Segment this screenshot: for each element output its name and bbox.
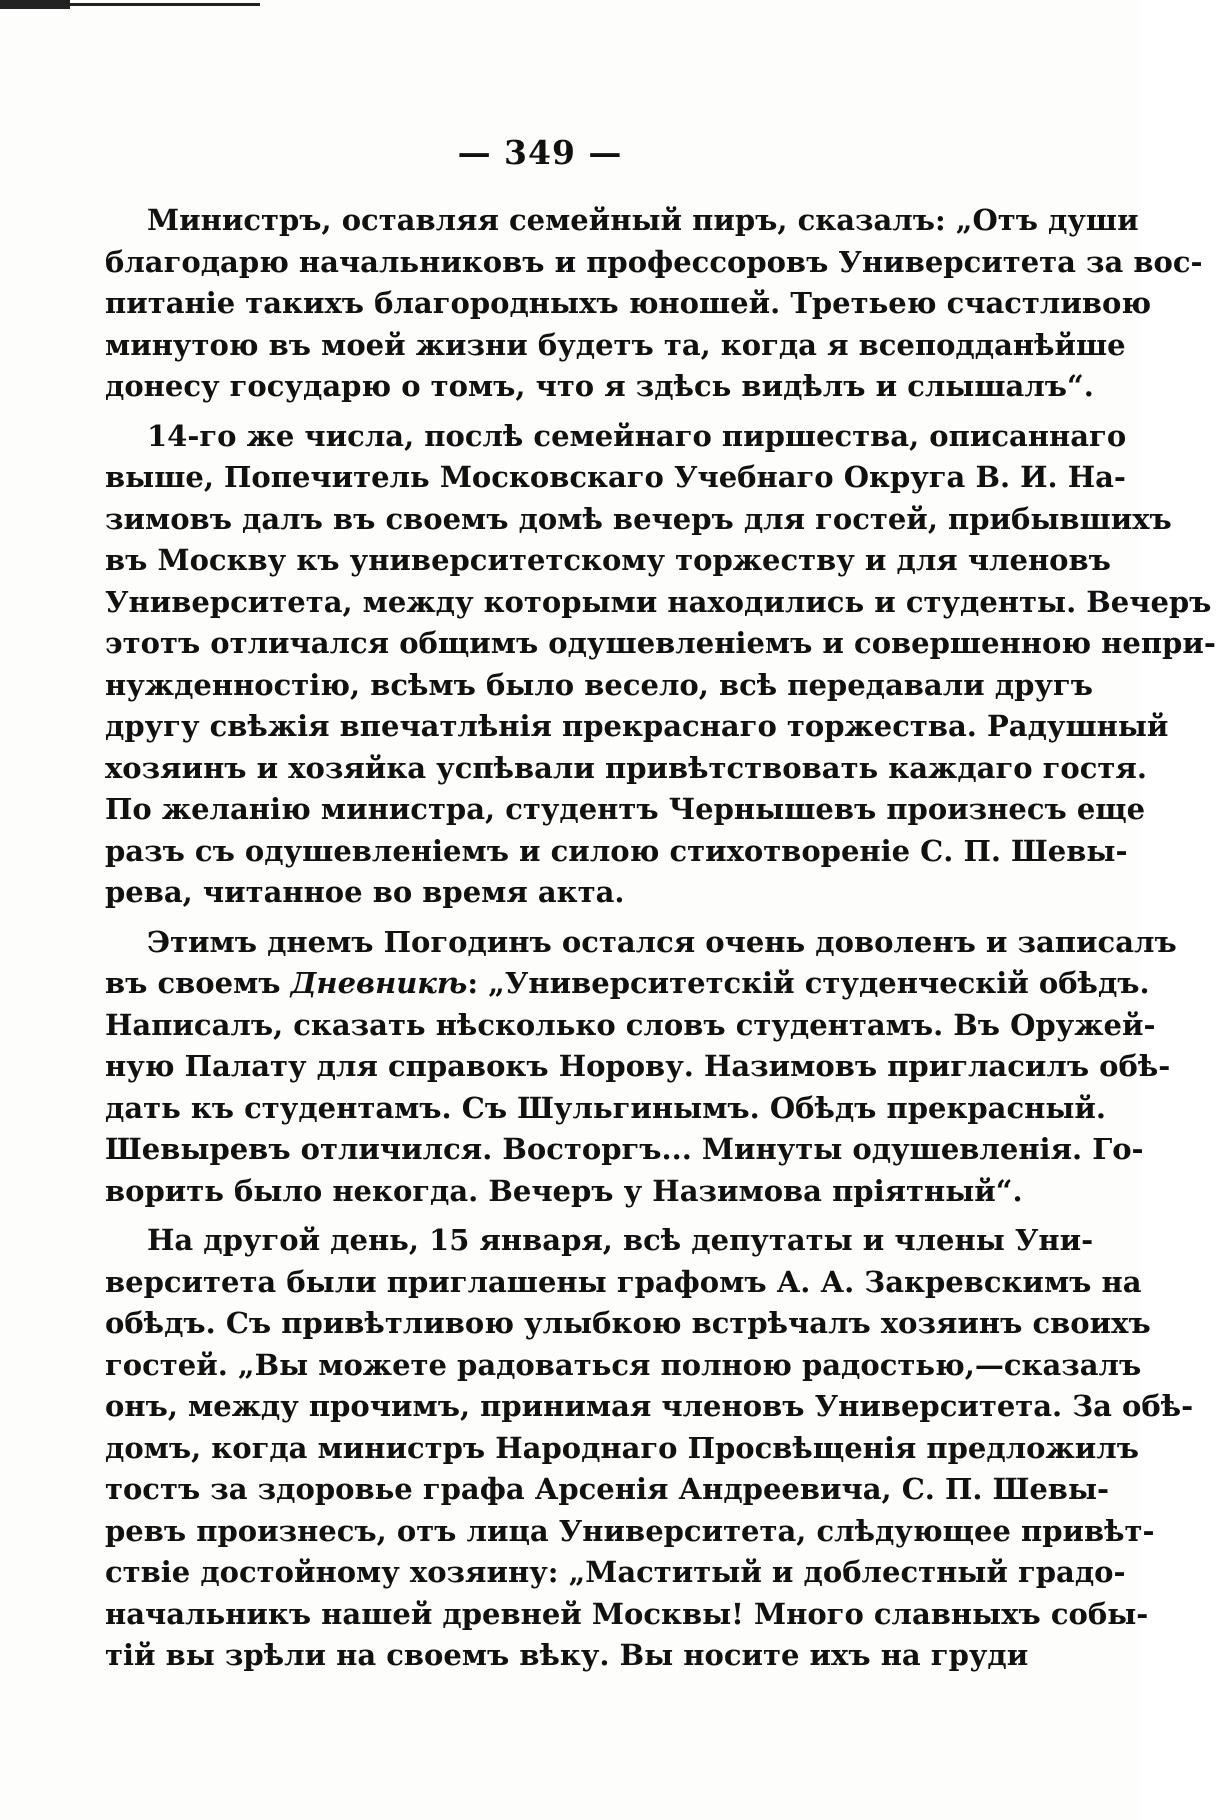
text-line: Этимъ днемъ Погодинъ остался очень доволенъ и записалъ (147, 924, 1177, 959)
paragraph-3 (105, 922, 1177, 1213)
text-line: гостей. „Вы можете радоваться полною радостью,—сказалъ (105, 1347, 1142, 1382)
paragraph-1 (105, 200, 1203, 408)
scan-top-rule (0, 3, 260, 6)
text-line: разъ съ одушевленіемъ и силою стихотвореніе С. П. Шевы- (105, 833, 1128, 868)
page-number: — 349 — (457, 133, 623, 172)
paragraph-4 (105, 1220, 1194, 1677)
text-line: Шевыревъ отличился. Восторгъ... Минуты одушевленія. Го- (105, 1132, 1144, 1166)
text-line: этотъ отличался общимъ одушевленіемъ и совершенною непри- (105, 626, 1216, 660)
text-line: Написалъ, сказать нѣсколько словъ студентамъ. Въ Оружей- (105, 1007, 1156, 1042)
text-line: тостъ за здоровье графа Арсенія Андреевича, С. П. Шевы- (105, 1472, 1110, 1506)
text-line: минутою въ моей жизни будетъ та, когда я всеподданѣйше (105, 327, 1126, 362)
text-line: ствіе достойному хозяину: „Маститый и доблестный градо- (105, 1555, 1126, 1589)
text-line: онъ, между прочимъ, принимая членовъ Университета. За обѣ- (105, 1389, 1194, 1423)
text-line: рева, читанное во время акта. (105, 875, 625, 909)
text-line: благодарю начальниковъ и профессоровъ Университета за вос- (105, 244, 1203, 279)
text-line: донесу государю о томъ, что я здѣсь видѣлъ и слышалъ“. (105, 369, 1094, 403)
text-line: питаніе такихъ благородныхъ юношей. Третьею счастливою (105, 286, 1152, 320)
text-line: дать къ студентамъ. Съ Шульгинымъ. Обѣдъ прекрасный. (105, 1090, 1107, 1125)
text-fragment: : „Университетскій студенческій обѣдъ. (467, 966, 1150, 1000)
text-line: На другой день, 15 января, всѣ депутаты и члены Уни- (147, 1223, 1094, 1257)
text-line: зимовъ далъ въ своемъ домѣ вечеръ для гостей, прибывшихъ (105, 501, 1172, 536)
text-line: ворить было некогда. Вечеръ у Назимова пріятный“. (105, 1173, 1023, 1208)
text-line: нужденностію, всѣмъ было весело, всѣ передавали другъ (105, 667, 1093, 702)
text-line: По желанію министра, студентъ Чернышевъ произнесъ еще (105, 792, 1146, 826)
text-line: Университета, между которыми находились и студенты. Вечеръ (105, 584, 1212, 619)
text-line: ревъ произнесъ, отъ лица Университета, слѣдующее привѣт- (105, 1513, 1155, 1548)
text-line: верситета были приглашены графомъ А. А. Закревскимъ на (105, 1264, 1142, 1299)
text-fragment: въ своемъ (105, 966, 281, 1000)
text-line: другу свѣжія впечатлѣнія прекраснаго торжества. Радушный (105, 709, 1169, 743)
paragraph-2 (105, 416, 1216, 914)
text-line: тій вы зрѣли на своемъ вѣку. Вы носите ихъ на груди (105, 1638, 1029, 1672)
text-line (105, 963, 1150, 1005)
body-text (105, 200, 1216, 1677)
text-line: обѣдъ. Съ привѣтливою улыбкою встрѣчалъ хозяинъ своихъ (105, 1306, 1151, 1340)
text-line: Министръ, оставляя семейный пиръ, сказалъ: „Отъ души (147, 203, 1139, 237)
text-line: домъ, когда министръ Народнаго Просвѣщенія предложилъ (105, 1430, 1139, 1465)
text-line: хозяинъ и хозяйка успѣвали привѣтствовать каждаго гостя. (105, 750, 1147, 785)
text-line: 14-го же числа, послѣ семейнаго пиршества, описаннаго (147, 418, 1127, 453)
text-line: ную Палату для справокъ Норову. Назимовъ пригласилъ обѣ- (105, 1049, 1171, 1083)
italic-word: Дневникѣ (290, 966, 468, 1000)
text-line: въ Москву къ университетскому торжеству и для членовъ (105, 543, 1111, 577)
text-line: начальникъ нашей древней Москвы! Много славныхъ собы- (105, 1596, 1149, 1631)
text-line: выше, Попечитель Московскаго Учебнаго Округа В. И. На- (105, 460, 1126, 494)
